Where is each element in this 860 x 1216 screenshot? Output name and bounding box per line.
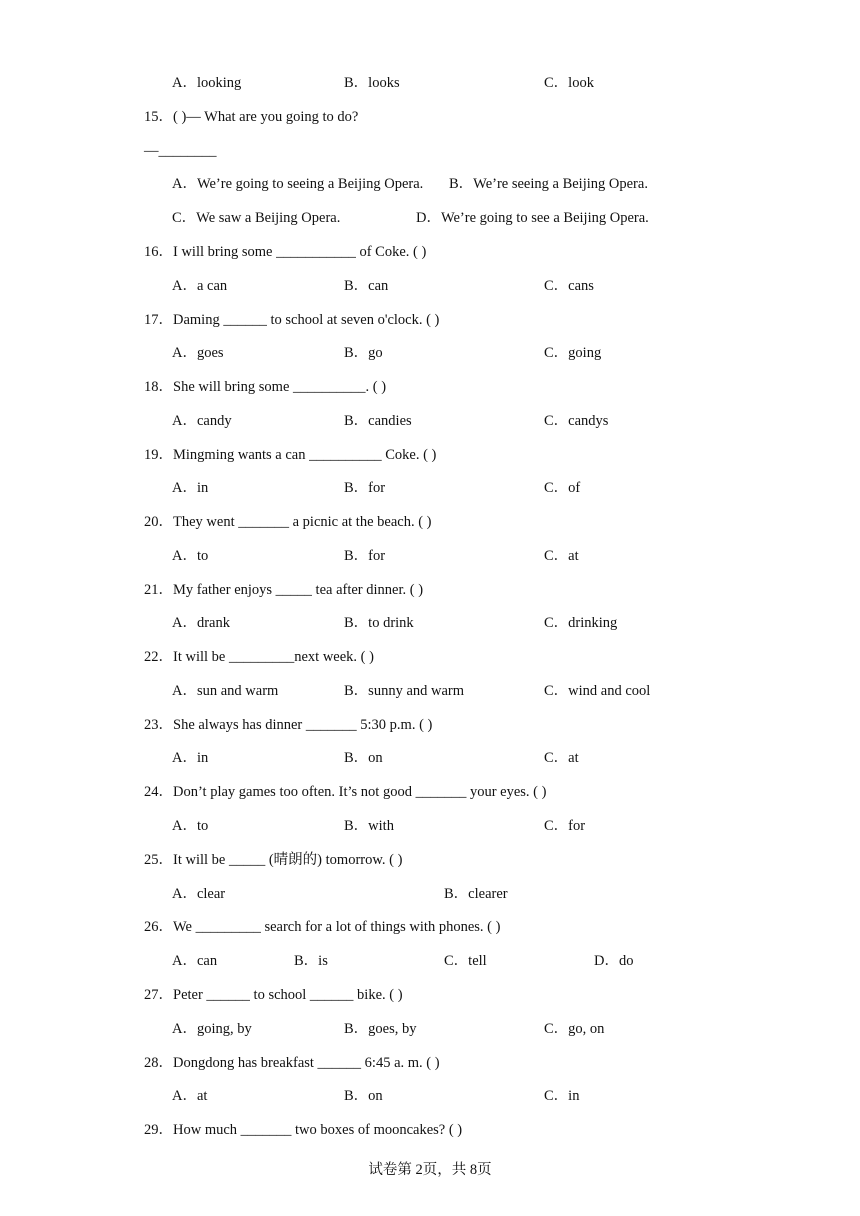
- question-stem: 18．She will bring some __________. ( ): [144, 379, 387, 395]
- option-a: A．at: [172, 1088, 208, 1104]
- option-a: A．going, by: [172, 1021, 252, 1037]
- option-a: A．looking: [172, 75, 242, 91]
- question-stem: 15．( )— What are you going to do?: [144, 109, 359, 125]
- option-c: C．in: [544, 1088, 580, 1104]
- option-b: B．We’re seeing a Beijing Opera.: [449, 176, 648, 192]
- option-c: C．of: [544, 480, 581, 496]
- option-c: C．cans: [544, 278, 594, 294]
- question-stem: 21．My father enjoys _____ tea after dinner. ( ): [144, 582, 424, 598]
- option-c: C．wind and cool: [544, 683, 651, 699]
- option-a: A．clear: [172, 886, 226, 902]
- option-b: B．goes, by: [344, 1021, 417, 1037]
- option-a: A．sun and warm: [172, 683, 279, 699]
- option-b: B．is: [294, 953, 328, 969]
- question-stem: 24．Don’t play games too often. It’s not good _______ your eyes. ( ): [144, 784, 547, 800]
- option-b: B．on: [344, 1088, 383, 1104]
- question-stem: 29．How much _______ two boxes of mooncakes? ( ): [144, 1122, 463, 1138]
- question-stem: 23．She always has dinner _______ 5:30 p.m. ( ): [144, 717, 433, 733]
- option-b: B．for: [344, 480, 386, 496]
- option-b: B．for: [344, 548, 386, 564]
- option-c: C．for: [544, 818, 586, 834]
- option-b: B．clearer: [444, 886, 508, 902]
- option-c: C．drinking: [544, 615, 618, 631]
- question-stem: 27．Peter ______ to school ______ bike. ( ): [144, 987, 403, 1003]
- page-footer: 试卷第 2页，共 8页: [368, 1162, 492, 1178]
- option-b: B．candies: [344, 413, 412, 429]
- option-a: A．in: [172, 480, 209, 496]
- option-a: A．candy: [172, 413, 232, 429]
- option-b: B．can: [344, 278, 389, 294]
- question-stem: 20．They went _______ a picnic at the beach. ( ): [144, 514, 432, 530]
- option-b: B．go: [344, 345, 383, 361]
- option-a: A．to: [172, 818, 209, 834]
- option-b: B．with: [344, 818, 394, 834]
- question-stem: 26．We _________ search for a lot of things with phones. ( ): [144, 919, 501, 935]
- option-a: A．We’re going to seeing a Beijing Opera.: [172, 176, 424, 192]
- question-stem: 22．It will be _________next week. ( ): [144, 649, 374, 665]
- option-c: C．at: [544, 548, 579, 564]
- option-d: D．do: [594, 953, 634, 969]
- option-c: C．tell: [444, 953, 487, 969]
- option-c: C．look: [544, 75, 594, 91]
- option-b: B．looks: [344, 75, 400, 91]
- option-b: B．to drink: [344, 615, 414, 631]
- option-c: C．candys: [544, 413, 609, 429]
- option-a: A．goes: [172, 345, 224, 361]
- option-b: B．sunny and warm: [344, 683, 465, 699]
- question-stem: 16．I will bring some ___________ of Coke. ( ): [144, 244, 427, 260]
- option-c: C．go, on: [544, 1021, 605, 1037]
- option-b: B．on: [344, 750, 383, 766]
- option-a: A．in: [172, 750, 209, 766]
- option-a: A．can: [172, 953, 218, 969]
- option-c: C．at: [544, 750, 579, 766]
- option-a: A．a can: [172, 278, 228, 294]
- option-c: C．We saw a Beijing Opera.: [172, 210, 341, 226]
- question-stem: 28．Dongdong has breakfast ______ 6:45 a. m. ( ): [144, 1055, 440, 1071]
- answer-blank: —________: [144, 143, 217, 159]
- option-c: C．going: [544, 345, 602, 361]
- question-stem: 19．Mingming wants a can __________ Coke. ( ): [144, 447, 437, 463]
- option-d: D．We’re going to see a Beijing Opera.: [416, 210, 649, 226]
- question-stem: 25．It will be _____ (晴朗的) tomorrow. ( ): [144, 852, 403, 868]
- option-a: A．to: [172, 548, 209, 564]
- option-a: A．drank: [172, 615, 230, 631]
- question-stem: 17．Daming ______ to school at seven o'clock. ( ): [144, 312, 440, 328]
